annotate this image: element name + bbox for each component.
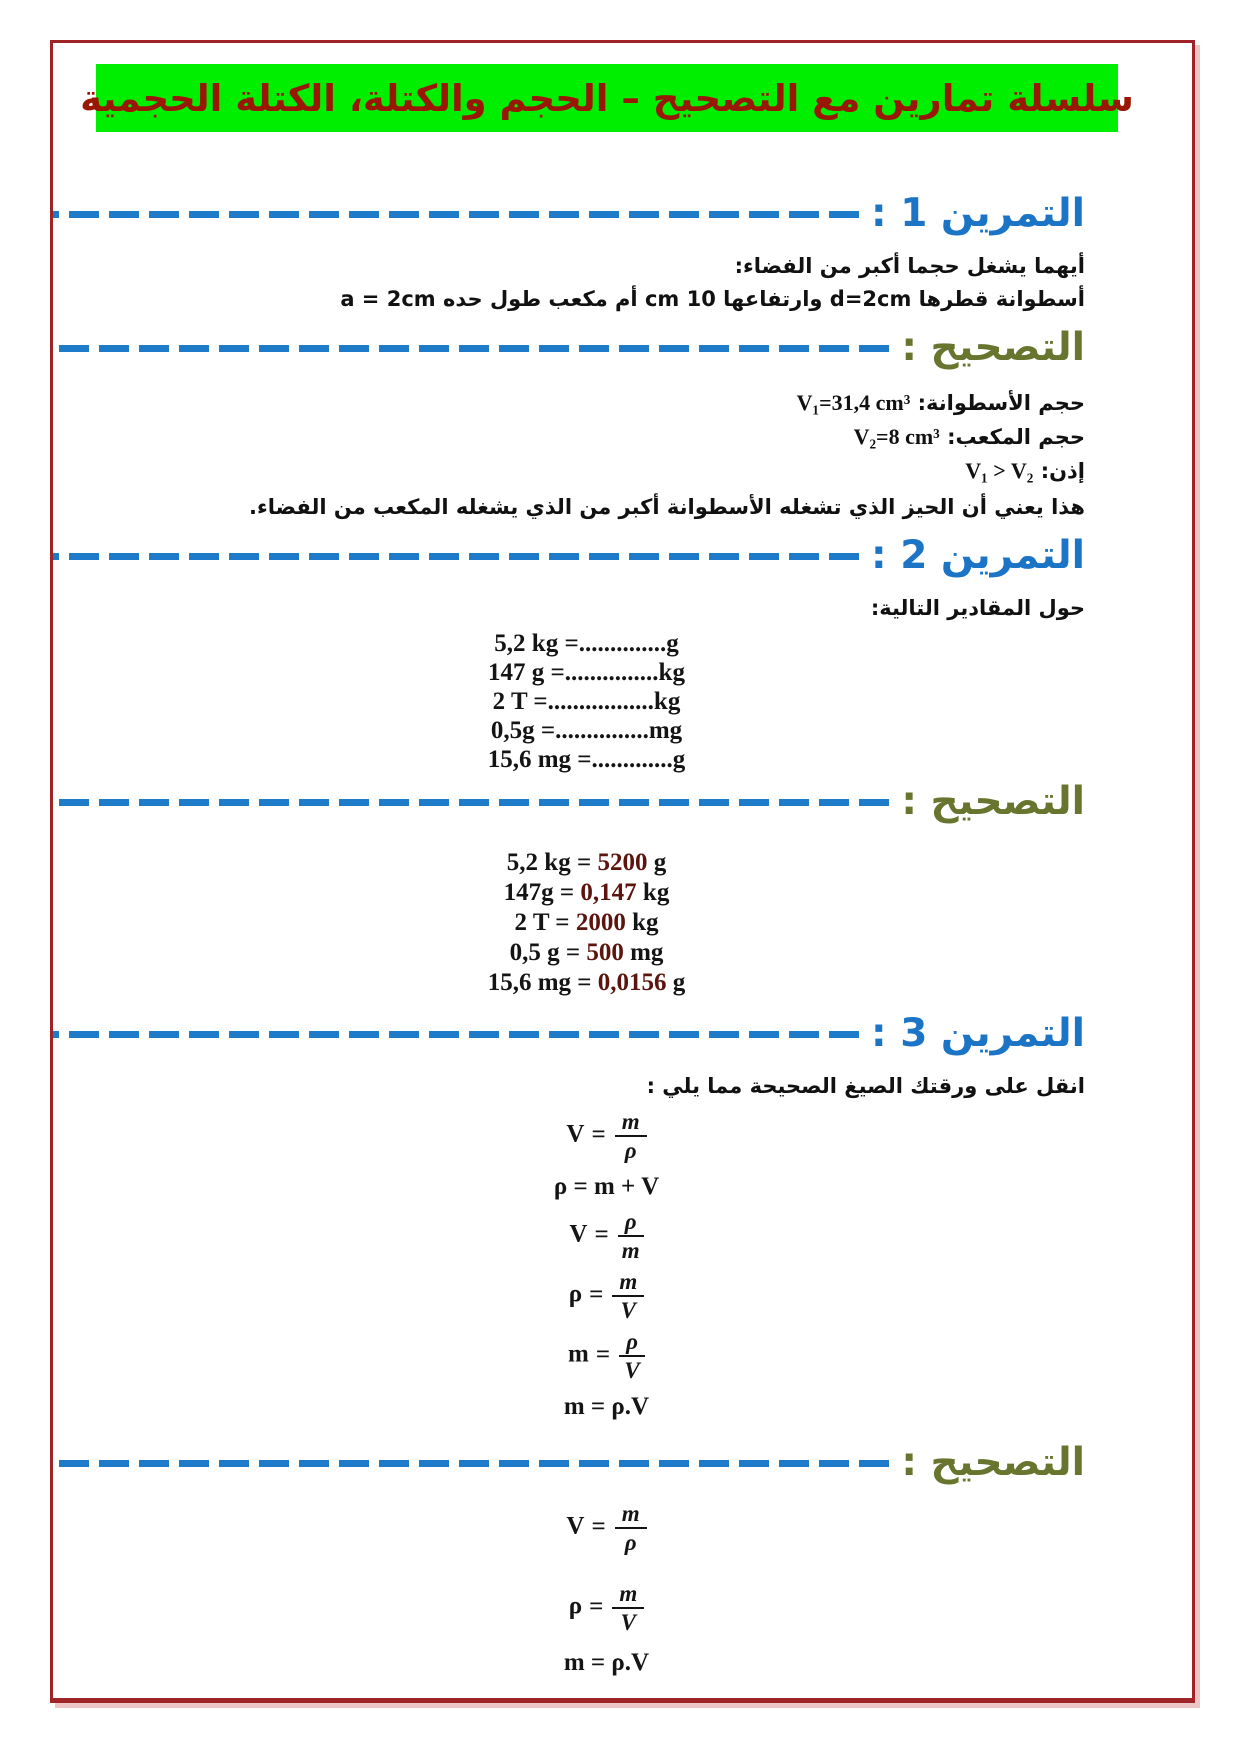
formula-lhs: V	[566, 1512, 585, 1540]
answer-value: 0,147	[580, 879, 637, 906]
formula-rho-equals-m-over-v	[78, 1269, 1135, 1323]
fraction-denominator: V	[620, 1610, 636, 1635]
answer-lhs: 0,5 g =	[509, 939, 587, 966]
fraction-denominator: m	[621, 1238, 640, 1263]
fraction	[615, 1501, 647, 1555]
correction-3-header	[78, 1437, 1085, 1489]
dashed-separator	[53, 1031, 859, 1038]
fraction-denominator: V	[624, 1358, 640, 1383]
correction-1-title: التصحيح :	[901, 325, 1085, 370]
conversion-list	[58, 629, 1115, 774]
fraction	[612, 1269, 644, 1323]
conversion-answer	[58, 968, 1115, 998]
fraction-numerator: m	[615, 1109, 647, 1137]
exercise-2-intro-block	[78, 592, 1085, 625]
answer-value: 5200	[597, 849, 648, 876]
answer-unit: kg	[636, 879, 670, 906]
worksheet-title: سلسلة تمارين مع التصحيح – الحجم والكتلة، الكتلة الحجمية	[80, 76, 1134, 120]
formula-rho-equals-m-plus-v: ρ = m + V	[553, 1173, 660, 1200]
correction-3-title: التصحيح :	[901, 1440, 1085, 1485]
fraction	[619, 1329, 645, 1383]
answer-unit: kg	[625, 909, 659, 936]
cube-volume-line	[78, 420, 1085, 454]
exercise-3-intro-block	[78, 1070, 1085, 1103]
cylinder-volume-value: V₁=31,4 cm³	[796, 390, 911, 415]
fraction	[615, 1109, 647, 1163]
exercise-1-question-line2: أسطوانة قطرها d=2cm وارتفاعها 10 cm أم مكعب طول حده a = 2cm	[340, 287, 1085, 311]
fraction-numerator: m	[612, 1269, 644, 1297]
fraction-denominator: ρ	[624, 1138, 637, 1163]
formula-lhs: V	[569, 1220, 588, 1248]
answer-lhs: 5,2 kg =	[506, 849, 598, 876]
equals-sign: =	[589, 1592, 604, 1620]
conversion-answer	[58, 908, 1115, 938]
formula-v-equals-m-over-rho	[78, 1109, 1135, 1163]
correction-1-body	[78, 386, 1085, 524]
dashed-separator	[53, 799, 889, 806]
fraction-numerator: ρ	[618, 1209, 644, 1237]
comparison-value: V₁ > V₂	[965, 458, 1034, 483]
exercise-1-title: التمرين 1 :	[871, 191, 1085, 236]
exercise-3-title: التمرين 3 :	[871, 1011, 1085, 1056]
exercise-2-header	[78, 530, 1085, 582]
conversion-item: 0,5g =...............mg	[490, 717, 683, 744]
correction-1-header	[78, 322, 1085, 374]
answer-lhs: 15,6 mg =	[487, 969, 598, 996]
correction-3-formula-list	[78, 1501, 1135, 1679]
worksheet-content	[53, 43, 1165, 1695]
conversion-item: 15,6 mg =.............g	[487, 746, 686, 773]
cube-volume-value: V₂=8 cm³	[853, 424, 940, 449]
exercise-3-header	[78, 1008, 1085, 1060]
conversion-answer	[58, 848, 1115, 878]
equals-sign: =	[595, 1340, 611, 1368]
cylinder-volume-line	[78, 386, 1085, 420]
answer-lhs: 147g =	[503, 879, 581, 906]
fraction	[612, 1581, 644, 1635]
title-banner	[80, 64, 1134, 132]
fraction-numerator: m	[612, 1581, 644, 1609]
fraction-denominator: V	[620, 1298, 636, 1323]
formula-m-equals-rho-times-v: m = ρ.V	[563, 1393, 650, 1420]
formula-lhs: V	[566, 1120, 585, 1148]
answer-value: 0,0156	[597, 969, 667, 996]
dashed-separator	[53, 345, 889, 352]
conversion-item: 5,2 kg =..............g	[494, 630, 679, 657]
exercise-1-question-line1: أيهما يشغل حجما أكبر من الفضاء:	[734, 254, 1085, 278]
exercise-2-title: التمرين 2 :	[871, 533, 1085, 578]
answer-value: 500	[586, 939, 624, 966]
answer-lhs: 2 T =	[514, 909, 576, 936]
equals-sign: =	[589, 1280, 604, 1308]
dashed-separator	[53, 211, 859, 218]
formula-lhs: m	[568, 1340, 589, 1368]
conversion-item: 147 g =...............kg	[488, 659, 685, 686]
exercise-3-formula-list	[78, 1109, 1135, 1423]
exercise-1-header	[78, 188, 1085, 240]
answer-unit: g	[647, 849, 667, 876]
formula-v-equals-rho-over-m	[78, 1209, 1135, 1263]
equals-sign: =	[594, 1220, 609, 1248]
answer-unit: g	[666, 969, 686, 996]
correction-2-title: التصحيح :	[901, 779, 1085, 824]
exercise-3-intro: انقل على ورقتك الصيغ الصحيحة مما يلي :	[646, 1074, 1085, 1098]
dashed-separator	[53, 553, 859, 560]
conversion-answers-list	[58, 848, 1115, 998]
conclusion-text: هذا يعني أن الحيز الذي تشغله الأسطوانة أكبر من الذي يشغله المكعب من الفضاء.	[249, 495, 1085, 519]
formula-m-equals-rho-over-v	[78, 1329, 1135, 1383]
dashed-separator	[53, 1460, 889, 1467]
conversion-item: 2 T =.................kg	[492, 688, 681, 715]
cube-volume-label: حجم المكعب:	[947, 425, 1085, 449]
equals-sign: =	[591, 1120, 606, 1148]
comparison-line	[78, 454, 1085, 488]
answer-value: 2000	[575, 909, 626, 936]
formula-lhs: ρ	[568, 1280, 583, 1308]
correction-2-header	[78, 776, 1085, 828]
cylinder-volume-label: حجم الأسطوانة:	[917, 391, 1085, 415]
conversion-answer	[58, 878, 1115, 908]
correct-formula-v-equals-m-over-rho	[78, 1501, 1135, 1555]
fraction-numerator: m	[615, 1501, 647, 1529]
comparison-label: إذن:	[1040, 459, 1085, 483]
formula-lhs: ρ	[568, 1592, 583, 1620]
fraction-denominator: ρ	[624, 1530, 637, 1555]
exercise-1-question	[78, 250, 1085, 316]
fraction	[618, 1209, 644, 1263]
exercise-2-intro: حول المقادير التالية:	[870, 596, 1085, 620]
correct-formula-m-equals-rho-times-v: m = ρ.V	[563, 1649, 650, 1676]
conversion-answer	[58, 938, 1115, 968]
equals-sign: =	[591, 1512, 606, 1540]
fraction-numerator: ρ	[619, 1329, 645, 1357]
correct-formula-rho-equals-m-over-v	[78, 1581, 1135, 1635]
answer-unit: mg	[623, 939, 664, 966]
